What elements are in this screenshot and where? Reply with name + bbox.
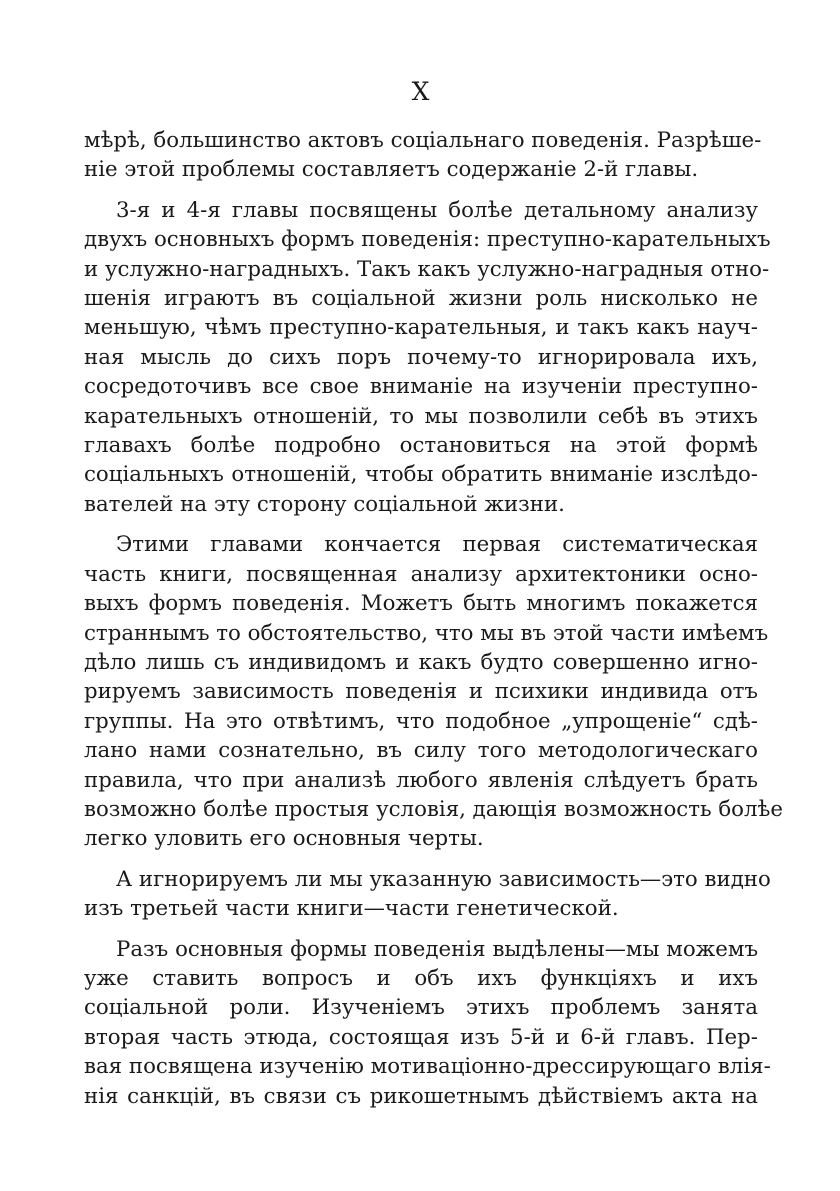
text-line: дѣло лишь съ индивидомъ и какъ будто совершенно игно- <box>84 649 758 675</box>
text-line: возможно болѣе простыя условія, дающія возможность болѣе <box>84 796 783 822</box>
paragraph <box>84 865 771 924</box>
paragraph <box>84 530 783 853</box>
text-line: шенія играютъ въ соціальной жизни роль нисколько не <box>84 286 758 312</box>
text-line: нія санкцій, въ связи съ рикошетнымъ дѣйствіемъ акта на <box>84 1083 758 1109</box>
text-line: Этими главами кончается первая систематическая <box>116 532 758 558</box>
text-line: вторая часть этюда, состоящая изъ 5-й и 6-й главъ. Пер- <box>84 1024 758 1050</box>
text-line: мѣрѣ, большинство актовъ соціальнаго поведенія. Разрѣше- <box>84 128 762 153</box>
text-line: Разъ основныя формы поведенія выдѣлены—мы можемъ <box>116 936 758 962</box>
text-line: двухъ основныхъ формъ поведенія: преступно-карательныхъ <box>84 227 771 253</box>
text-line: страннымъ то обстоятельство, что мы въ этой части имѣемъ <box>84 620 769 646</box>
text-line: и услужно-наградныхъ. Такъ какъ услужно-наградныя отно- <box>84 256 770 282</box>
text-line: ніе этой проблемы составляетъ содержаніе 2-й главы. <box>84 157 699 183</box>
text-line: легко уловить его основныя черты. <box>84 826 484 852</box>
text-line: лано нами сознательно, въ силу того методологическаго <box>84 738 758 764</box>
text-line: сосредоточивъ все свое вниманіе на изученіи преступно- <box>84 374 758 400</box>
text-line: соціальныхъ отношеній, чтобы обратить вниманіе изслѣдо- <box>84 462 758 488</box>
page-number: X <box>411 77 431 106</box>
book-page <box>84 77 783 1122</box>
text-line: А игнорируемъ ли мы указанную зависимость—это видно <box>116 866 771 892</box>
text-line: изъ третьей части книги—части генетической. <box>84 896 619 922</box>
text-line: группы. На это отвѣтимъ, что подобное „упрощеніе“ сдѣ- <box>84 708 758 734</box>
paragraph <box>84 126 762 185</box>
text-line: выхъ формъ поведенія. Можетъ быть многимъ покажется <box>84 591 758 617</box>
text-line: карательныхъ отношеній, то мы позволили себѣ въ этихъ <box>84 403 758 429</box>
text-line: рируемъ зависимость поведенія и психики индивида отъ <box>84 679 758 705</box>
text-line: часть книги, посвященная анализу архитектоники осно- <box>84 561 758 587</box>
text-line: 3-я и 4-я главы посвящены болѣе детальному анализу <box>116 197 758 223</box>
text-line: ная мысль до сихъ поръ почему-то игнорировала ихъ, <box>84 344 758 370</box>
paragraph <box>84 935 771 1111</box>
paragraph <box>84 196 771 519</box>
text-line: главахъ болѣе подробно остановиться на этой формѣ <box>84 433 758 459</box>
text-line: вателей на эту сторону соціальной жизни. <box>84 491 565 517</box>
text-line: вая посвящена изученію мотиваціонно-дрессирующаго влія- <box>84 1054 771 1080</box>
text-line: уже ставить вопросъ и объ ихъ функціяхъ и ихъ <box>84 965 758 991</box>
text-line: меньшую, чѣмъ преступно-карательныя, и такъ какъ науч- <box>84 315 758 341</box>
text-line: правила, что при анализѣ любого явленія слѣдуетъ брать <box>84 767 758 793</box>
text-line: соціальной роли. Изученіемъ этихъ проблемъ занята <box>84 995 758 1021</box>
